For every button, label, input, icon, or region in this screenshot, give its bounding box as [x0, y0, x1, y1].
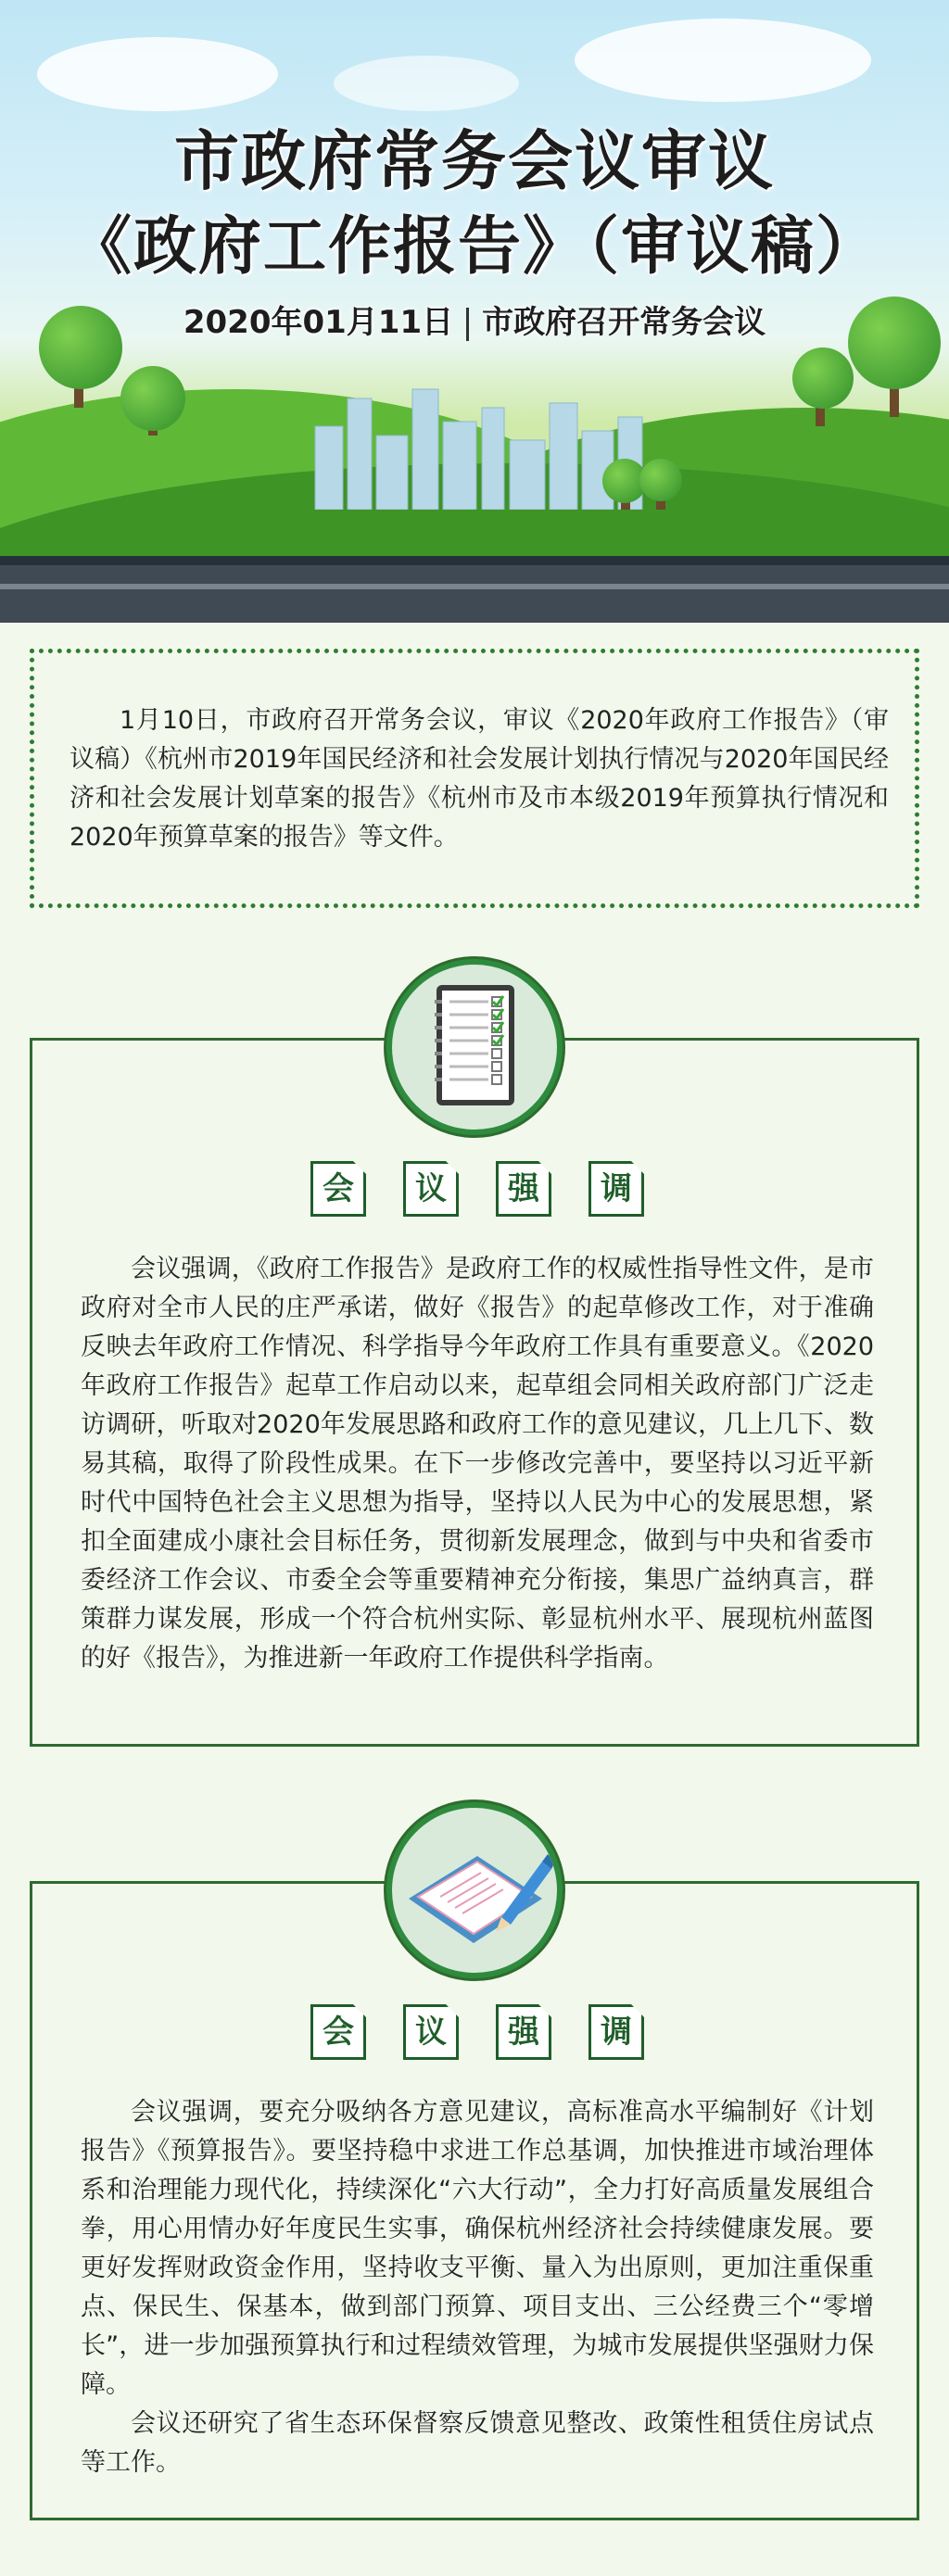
cloud	[575, 19, 871, 102]
tag-char: 议	[403, 2004, 459, 2060]
divider	[466, 308, 469, 341]
road-line	[0, 584, 949, 589]
road	[0, 556, 949, 623]
paragraph: 会议还研究了省生态环保督察反馈意见整改、政策性租赁住房试点等工作。	[81, 2409, 874, 2477]
tree-icon	[120, 366, 185, 431]
tag-char: 会	[310, 1161, 366, 1217]
subtitle	[0, 297, 949, 342]
intro-box	[30, 649, 919, 908]
section-icon-circle-2	[384, 1799, 565, 1981]
icon-bg	[392, 1808, 557, 1973]
document-pen-icon	[392, 1808, 557, 1973]
tag-char: 强	[496, 2004, 551, 2060]
section-text-2	[81, 2093, 874, 2482]
tag-char: 调	[588, 2004, 644, 2060]
cloud	[37, 37, 278, 111]
section-box-1	[30, 1038, 919, 1747]
section-text-1	[81, 1250, 874, 1678]
tag-char: 强	[496, 1161, 551, 1217]
tag-char: 议	[403, 1161, 459, 1217]
section-icon-circle-1	[384, 956, 565, 1138]
page-title-line1: 市政府常务会议审议	[174, 123, 775, 199]
road-edge	[0, 556, 949, 565]
tree-icon	[792, 347, 854, 409]
intro-text	[70, 701, 889, 857]
tag-char: 调	[588, 1161, 644, 1217]
meeting-label: 市政府召开常务会议	[482, 304, 766, 341]
page-title-line2: 《政府工作报告》（审议稿）	[68, 210, 880, 284]
icon-bg	[392, 965, 557, 1130]
paragraph: 会议强调，要充分吸纳各方意见建议，高标准高水平编制好《计划报告》《预算报告》。要坚持稳中求进工作总基调，加快推进市域治理体系和治理能力现代化，持续深化“六大行动”，全力打好高质量发展组合拳，用心用情办好年度民生实事，确保杭州经济社会持续健康发展。要更好发挥财政资金作用，坚持收支平衡、量入为出原则，更加注重保重点、保民生、保基本，做到部门预算、项目支出、三公经费三个“零增长”，进一步加强预算执行和过程绩效管理，为城市发展提供坚强财力保障。	[81, 2098, 874, 2399]
checklist-icon	[392, 965, 557, 1130]
tree-icon	[639, 459, 682, 501]
date-label: 2020年01月11日	[183, 304, 454, 341]
header-banner	[0, 0, 949, 565]
section-tags-2	[32, 2004, 922, 2060]
section-tags-1	[32, 1161, 922, 1217]
paragraph: 会议强调，《政府工作报告》是政府工作的权威性指导性文件，是市政府对全市人民的庄严承诺，做好《报告》的起草修改工作，对于准确反映去年政府工作情况、科学指导今年政府工作具有重要意义。《2020年政府工作报告》起草工作启动以来，起草组会同相关政府部门广泛走访调研，听取对2020年发展思路和政府工作的意见建议，几上几下、数易其稿，取得了阶段性成果。在下一步修改完善中，要坚持以习近平新时代中国特色社会主义思想为指导，坚持以人民为中心的发展思想，紧扣全面建成小康社会目标任务，贯彻新发展理念，做到与中央和省委市委经济工作会议、市委全会等重要精神充分衔接，集思广益纳真言，群策群力谋发展，形成一个符合杭州实际、彰显杭州水平、展现杭州蓝图的好《报告》，为推进新一年政府工作提供科学指南。	[81, 1255, 874, 1673]
tag-char: 会	[310, 2004, 366, 2060]
intro-text-content: 1月10日，市政府召开常务会议，审议《2020年政府工作报告》（审议稿）《杭州市2019年国民经济和社会发展计划执行情况与2020年国民经济和社会发展计划草案的报告》《杭州市及市本级2019年预算执行情况和2020年预算草案的报告》等文件。	[70, 706, 889, 852]
cloud	[334, 56, 519, 111]
